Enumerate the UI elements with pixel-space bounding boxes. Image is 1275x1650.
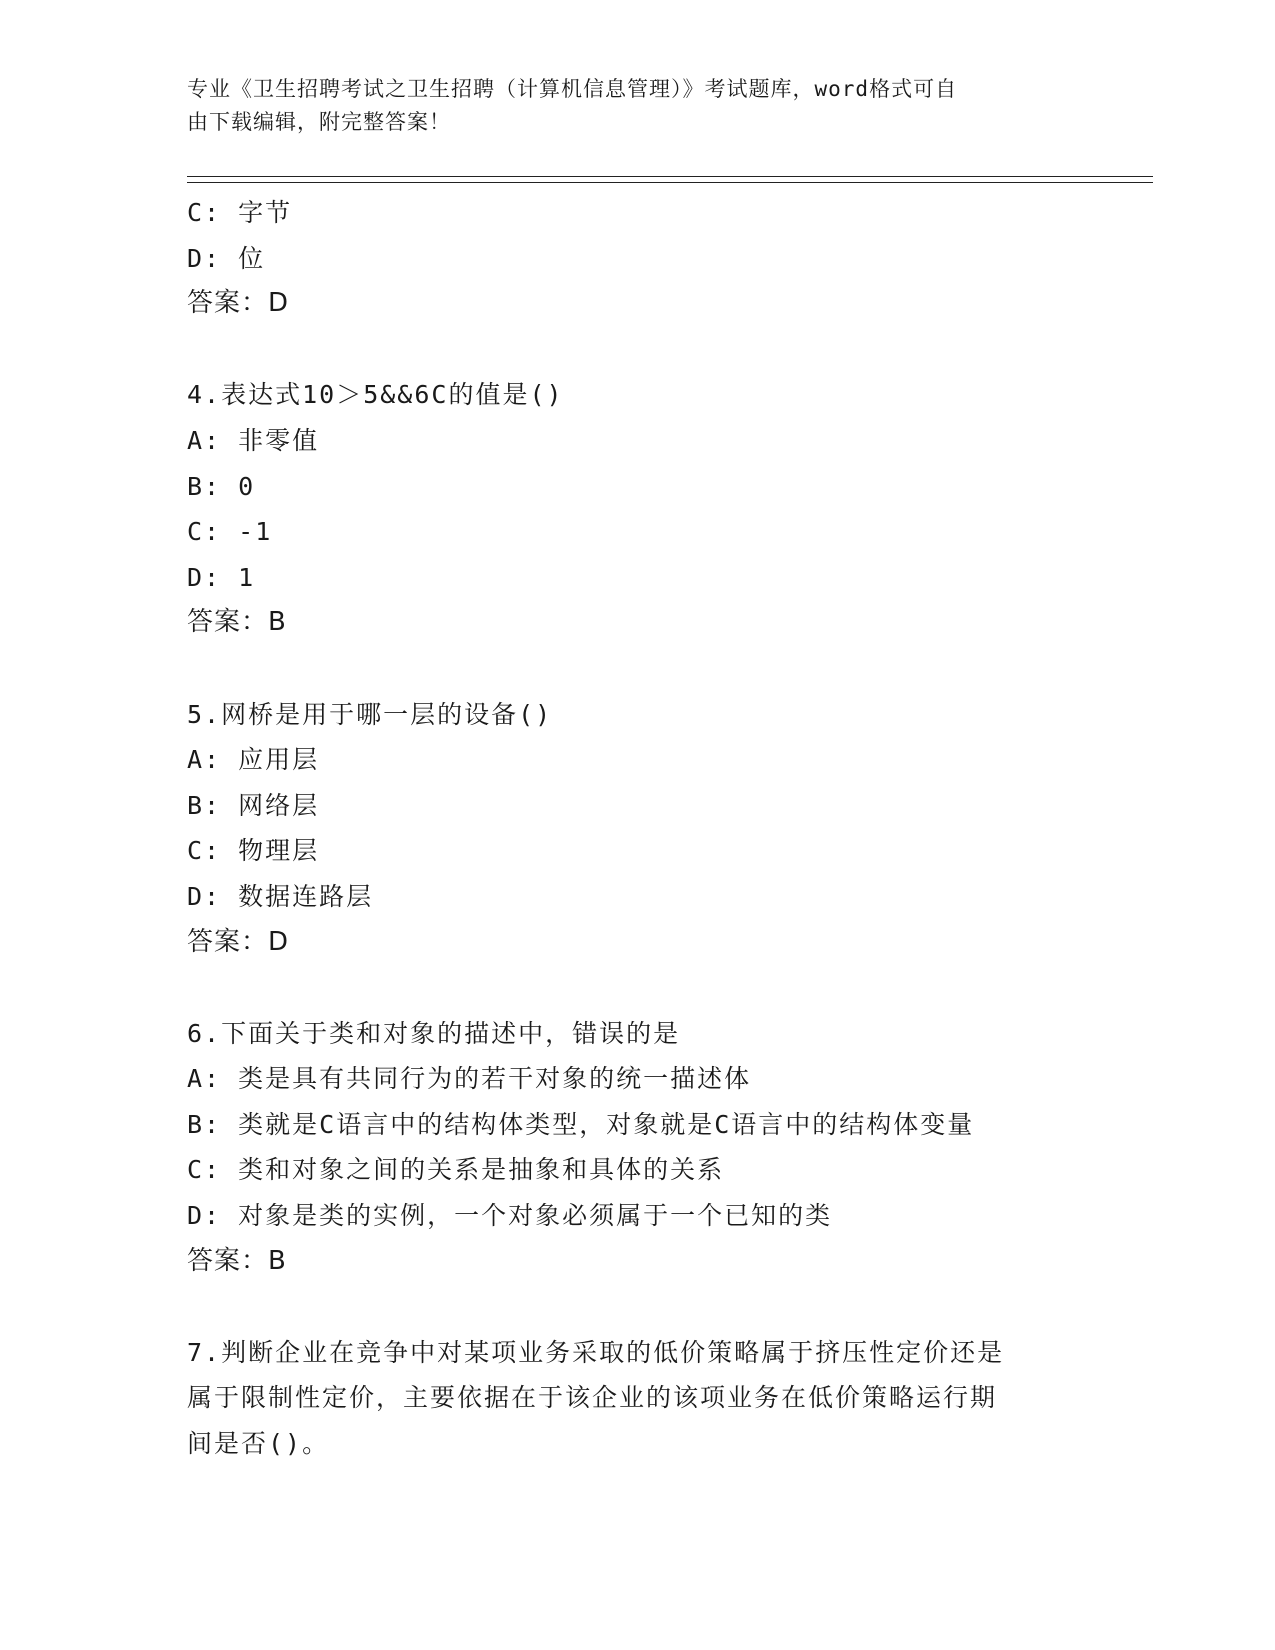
option-b: B: 类就是C语言中的结构体类型，对象就是C语言中的结构体变量 — [187, 1109, 975, 1139]
spacer — [187, 327, 1087, 373]
question-stem: 6.下面关于类和对象的描述中，错误的是 — [187, 1018, 681, 1048]
option-a: A: 应用层 — [187, 745, 320, 775]
answer-line: 答案：B — [187, 1245, 287, 1276]
option-d: D: 数据连路层 — [187, 881, 374, 911]
answer-line: 答案：D — [187, 288, 290, 319]
answer-line: 答案：D — [187, 926, 290, 957]
header-line-2: 由下载编辑，附完整答案！ — [187, 110, 451, 134]
option-c: C: 类和对象之间的关系是抽象和具体的关系 — [187, 1155, 725, 1185]
spacer — [187, 1284, 1087, 1330]
option-a: A: 非零值 — [187, 425, 320, 455]
option-c: C: 字节 — [187, 198, 293, 227]
option-c: C: 物理层 — [187, 836, 320, 866]
option-d: D: 1 — [187, 562, 256, 592]
option-c: C: -1 — [187, 517, 273, 547]
spacer — [187, 965, 1087, 1011]
answer-line: 答案：B — [187, 607, 287, 638]
option-a: A: 类是具有共同行为的若干对象的统一描述体 — [187, 1064, 752, 1094]
question-content — [187, 190, 1087, 1467]
question-line: 属于限制性定价，主要依据在于该企业的该项业务在低价策略运行期 — [187, 1383, 998, 1413]
option-d: D: 位 — [187, 243, 266, 273]
question-stem-7 — [187, 1330, 1067, 1467]
option-b: B: 网络层 — [187, 790, 320, 820]
question-stem: 4.表达式10＞5&&6C的值是() — [187, 380, 564, 410]
question-stem: 5.网桥是用于哪一层的设备() — [187, 699, 553, 729]
header-line-1: 专业《卫生招聘考试之卫生招聘（计算机信息管理）》考试题库，word格式可自 — [187, 77, 958, 101]
question-line: 间是否()。 — [187, 1429, 330, 1459]
header-rule-top — [187, 176, 1153, 177]
question-line: 7.判断企业在竞争中对某项业务采取的低价策略属于挤压性定价还是 — [187, 1337, 1005, 1367]
page-header — [187, 73, 1067, 139]
option-d: D: 对象是类的实例，一个对象必须属于一个已知的类 — [187, 1201, 833, 1231]
spacer — [187, 646, 1087, 692]
header-rule-bottom — [187, 182, 1153, 183]
option-b: B: 0 — [187, 471, 256, 501]
